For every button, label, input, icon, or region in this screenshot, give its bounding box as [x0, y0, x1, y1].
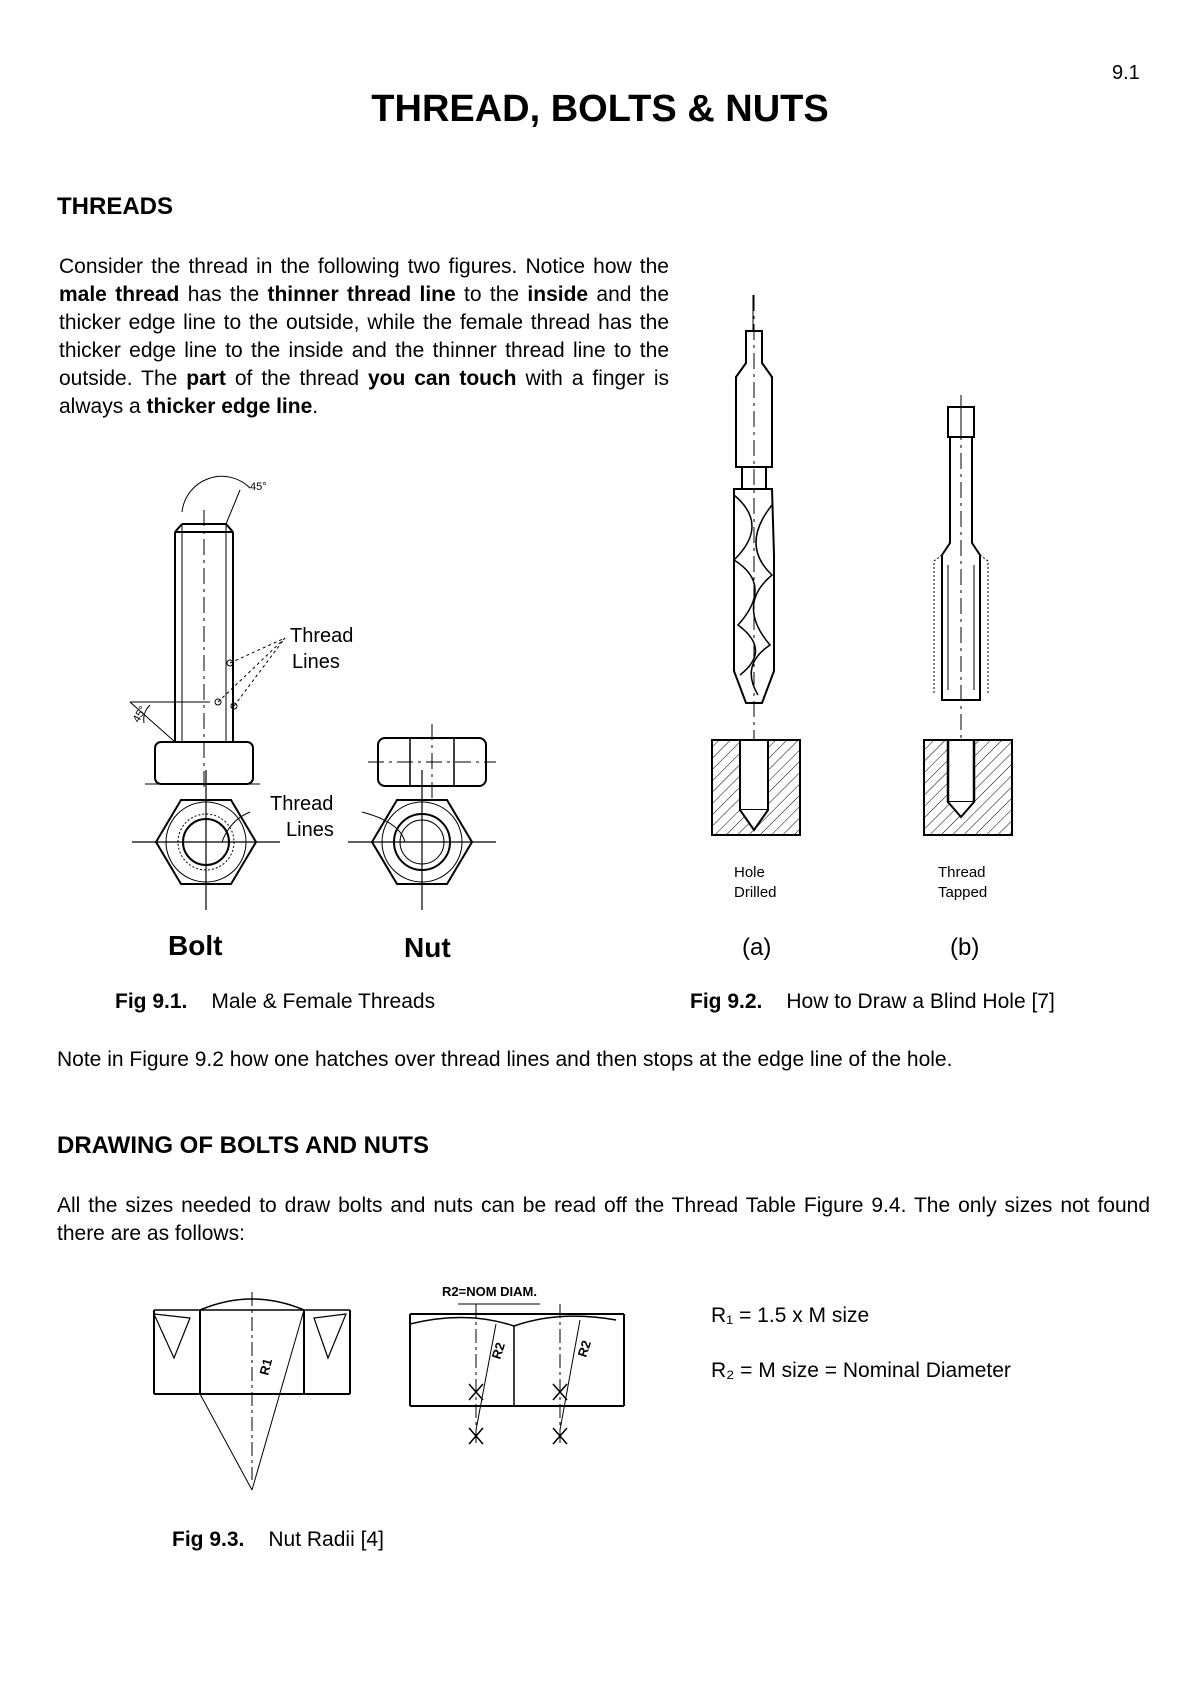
fig-9-3-caption — [172, 1528, 384, 1552]
paragraph-text: of the thread — [225, 367, 368, 390]
fig92-label-a-2: Drilled — [734, 884, 777, 901]
paragraph-text: has the — [179, 283, 268, 306]
fig91-thread-lines-upper-2: Lines — [292, 651, 340, 673]
emphasis-text: part — [186, 367, 226, 390]
fig-9-1-drawing — [100, 470, 520, 960]
note-paragraph: Note in Figure 9.2 how one hatches over thread lines and then stops at the edge line of the hole. — [57, 1048, 953, 1071]
fig-9-3-caption-number: Fig 9.3. — [172, 1528, 245, 1551]
emphasis-text: inside — [527, 283, 589, 306]
section-heading-drawing: DRAWING OF BOLTS AND NUTS — [57, 1132, 429, 1159]
formula-r1: R₁ = 1.5 x M size — [711, 1304, 870, 1327]
paragraph-text: with a finger is always a — [59, 367, 669, 418]
fig-9-3-caption-text: Nut Radii [4] — [268, 1528, 384, 1551]
emphasis-text: thinner thread line — [267, 283, 456, 306]
fig91-angle-side: 45° — [130, 704, 150, 725]
fig-9-1-caption-number: Fig 9.1. — [115, 990, 188, 1013]
paragraph-text: Consider the thread in the following two figures. Notice how the — [59, 255, 669, 278]
drawing-paragraph: All the sizes needed to draw bolts and nuts can be read off the Thread Table Figure 9.4. The only sizes not found there are as follows: — [57, 1194, 1150, 1245]
fig91-label-nut: Nut — [404, 932, 451, 960]
fig-9-3-drawing — [140, 1280, 640, 1500]
fig92-label-b-1: Thread — [938, 864, 986, 881]
fig-9-2-caption — [690, 990, 1055, 1014]
fig-9-1-caption-text: Male & Female Threads — [211, 990, 436, 1013]
page-number: 9.1 — [1112, 62, 1140, 84]
fig-9-2-caption-text: How to Draw a Blind Hole [7] — [786, 990, 1055, 1013]
fig92-label-a-1: Hole — [734, 864, 765, 881]
emphasis-text: male thread — [59, 283, 180, 306]
fig91-thread-lines-upper-1: Thread — [290, 625, 354, 647]
fig91-angle-top: 45° — [250, 481, 267, 493]
fig91-label-bolt: Bolt — [168, 930, 223, 960]
fig93-r2-label-right: R2 — [574, 1338, 594, 1359]
emphasis-text: you can touch — [367, 367, 517, 390]
fig91-thread-lines-lower-1: Thread — [270, 793, 334, 815]
paragraph-text: to the — [455, 283, 528, 306]
fig93-r1-label: R1 — [256, 1356, 276, 1377]
fig-9-1-caption — [115, 990, 435, 1014]
fig-9-2-drawing — [700, 295, 1050, 965]
fig92-sub-b: (b) — [950, 934, 980, 961]
section-heading-threads: THREADS — [57, 193, 174, 220]
fig-9-2-caption-number: Fig 9.2. — [690, 990, 763, 1013]
fig91-thread-lines-lower-2: Lines — [286, 819, 334, 841]
paragraph-text: and the thicker edge line to the outside, while the female thread has the thicker edge line to the inside and the thinner thread line to the outside. The — [59, 283, 670, 390]
fig92-sub-a: (a) — [742, 934, 772, 961]
fig93-r2-note: R2=NOM DIAM. — [442, 1284, 537, 1299]
threads-paragraph — [59, 253, 669, 421]
emphasis-text: thicker edge line — [146, 395, 313, 418]
fig92-label-b-2: Tapped — [938, 884, 988, 901]
formula-r2: R₂ = M size = Nominal Diameter — [711, 1359, 1011, 1382]
fig93-r2-label-left: R2 — [488, 1340, 508, 1361]
page-title: THREAD, BOLTS & NUTS — [371, 88, 829, 130]
paragraph-text: . — [312, 395, 319, 418]
